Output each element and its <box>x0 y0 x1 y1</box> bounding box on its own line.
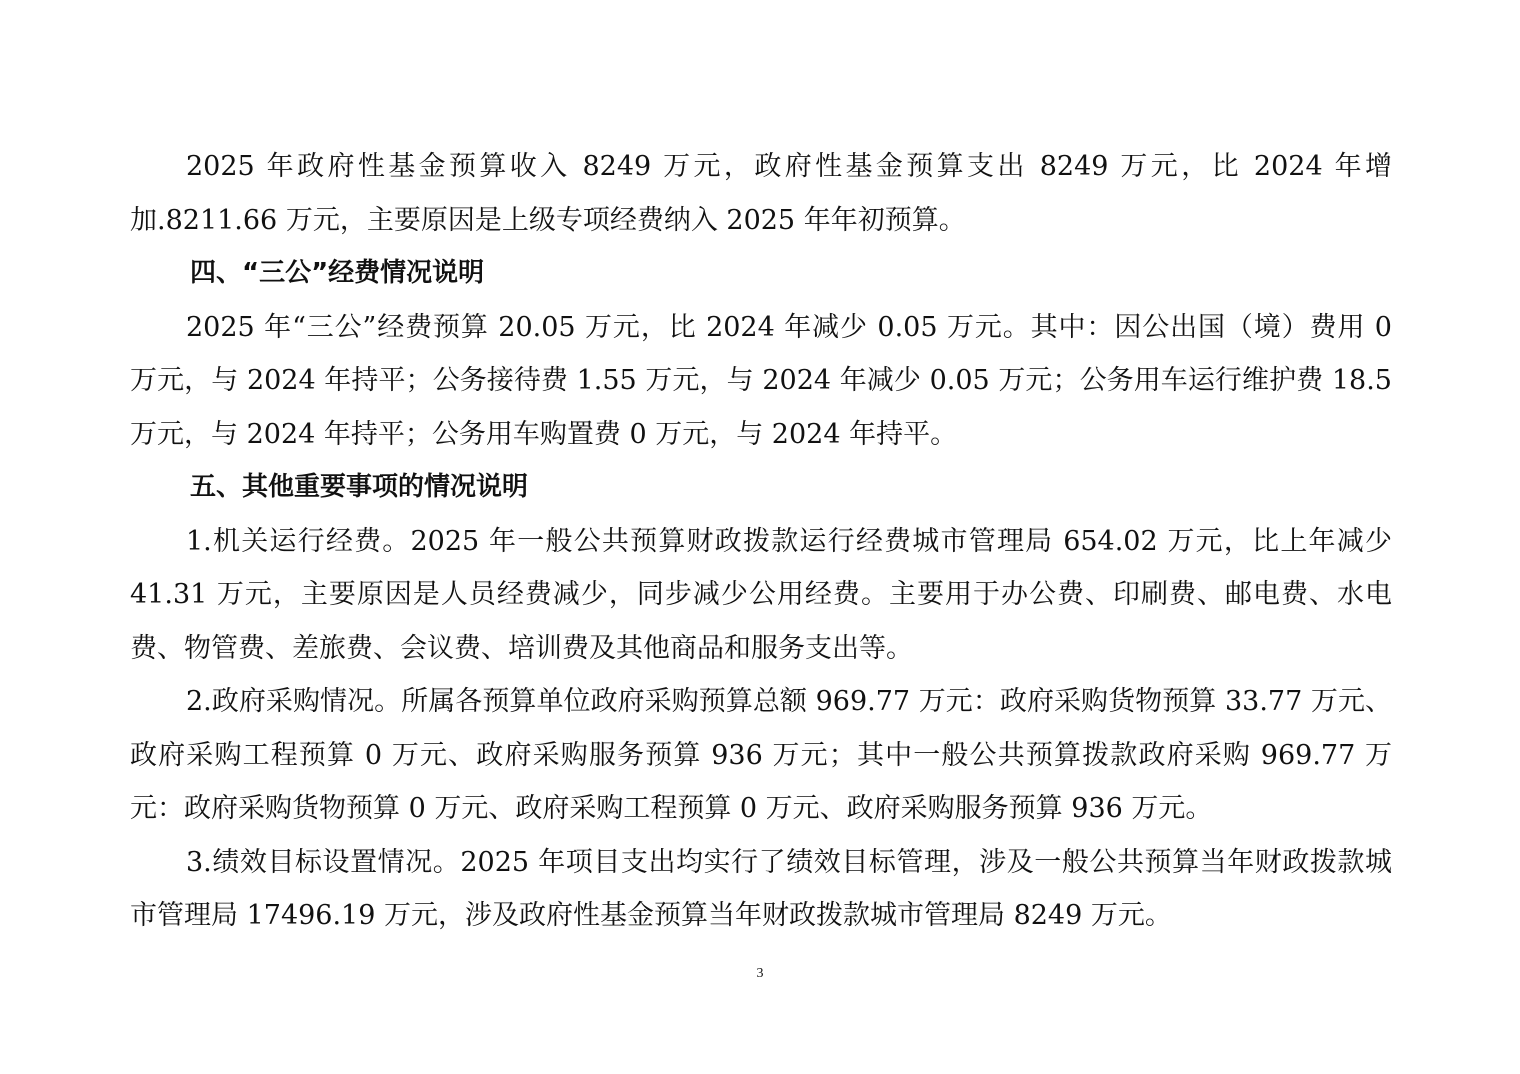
document-body <box>130 140 1392 943</box>
paragraph-operating-expenses: 1.机关运行经费。2025 年一般公共预算财政拨款运行经费城市管理局 654.02 万元，比上年减少 41.31 万元，主要原因是人员经费减少，同步减少公用经费。主要用于办公费、印刷费、邮电费、水电费、物管费、差旅费、会议费、培训费及其他商品和服务支出等。 <box>130 525 1392 664</box>
page-number: 3 <box>756 966 764 981</box>
paragraph-three-public-expenses: 2025 年“三公”经费预算 20.05 万元，比 2024 年减少 0.05 万元。其中：因公出国（境）费用 0 万元，与 2024 年持平；公务接待费 1.55 万元，与 2024 年减少 0.05 万元；公务用车运行维护费 18.5 万元，与 2024 年持平；公务用车购置费 0 万元，与 2024 年持平。 <box>130 311 1392 450</box>
paragraph-fund-budget: 2025 年政府性基金预算收入 8249 万元，政府性基金预算支出 8249 万元，比 2024 年增加.8211.66 万元，主要原因是上级专项经费纳入 2025 年年初预算。 <box>130 151 1392 236</box>
heading-three-public-expenses: 四、“三公”经费情况说明 <box>190 258 485 288</box>
paragraph-government-procurement: 2.政府采购情况。所属各预算单位政府采购预算总额 969.77 万元：政府采购货物预算 33.77 万元、政府采购工程预算 0 万元、政府采购服务预算 936 万元；其中一般公共预算拨款政府采购 969.77 万元：政府采购货物预算 0 万元、政府采购工程预算 0 万元、政府采购服务预算 936 万元。 <box>130 686 1392 824</box>
heading-other-matters: 五、其他重要事项的情况说明 <box>190 472 529 502</box>
paragraph-performance-targets: 3.绩效目标设置情况。2025 年项目支出均实行了绩效目标管理，涉及一般公共预算当年财政拨款城市管理局 17496.19 万元，涉及政府性基金预算当年财政拨款城市管理局 8249 万元。 <box>130 846 1392 931</box>
